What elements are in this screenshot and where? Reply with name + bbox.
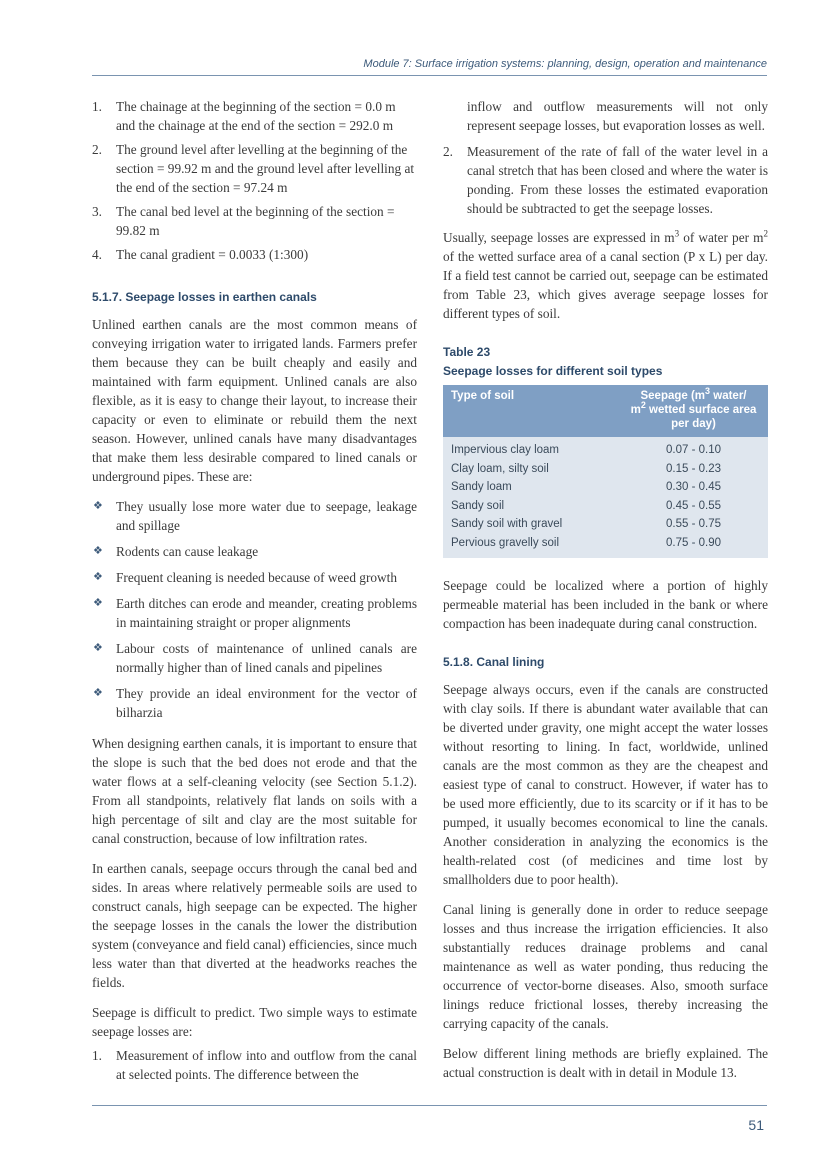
table-title: Seepage losses for different soil types <box>443 364 663 378</box>
table-row <box>443 460 768 479</box>
list-item <box>443 142 768 218</box>
paragraph: When designing earthen canals, it is important to ensure that the slope is such that the bed does not erode and that the water flows at a self-cleaning velocity (see Section 5.1.2). From all standpoints, relatively flat lands on soils with a high percentage of silt and clay are the most suitable for canal construction, because of low infiltration rates. <box>92 736 417 846</box>
list-item <box>92 542 417 561</box>
estimation-methods-list <box>92 1046 417 1084</box>
list-text: The canal bed level at the beginning of the section = 99.82 m <box>116 204 395 238</box>
list-item <box>443 97 768 135</box>
list-number: 1. <box>92 1048 102 1063</box>
cell-seepage: 0.15 - 0.23 <box>666 462 721 475</box>
list-item <box>92 639 417 677</box>
cell-soil: Clay loam, silty soil <box>451 462 549 475</box>
list-number: 3. <box>92 204 102 219</box>
list-item <box>92 202 417 240</box>
paragraph: Below different lining methods are briefly explained. The actual construction is dealt with in detail in Module 13. <box>443 1046 768 1080</box>
list-text: The canal gradient = 0.0033 (1:300) <box>116 247 309 262</box>
disadvantages-list <box>92 497 417 722</box>
right-column <box>443 97 768 1093</box>
section-heading-5-1-8: 5.1.8. Canal lining <box>443 655 545 669</box>
cell-soil: Sandy loam <box>451 481 512 493</box>
paragraph: Canal lining is generally done in order to reduce seepage losses and thus increase the irrigation efficiencies. It also substantially reduces drainage problems and canal maintenance as well as water ponding, thus reducing the occurrence of vector-borne diseases. Also, smooth surface linings reduce frictional losses, thereby increasing the carrying capacity of the canals. <box>443 902 768 1031</box>
cell-seepage: 0.55 - 0.75 <box>666 518 721 530</box>
cell-soil: Sandy soil with gravel <box>451 518 563 530</box>
cell-soil: Sandy soil <box>451 499 505 512</box>
list-text: Earth ditches can erode and meander, creating problems in maintaining straight or proper alignments <box>116 596 417 630</box>
list-item <box>92 684 417 722</box>
calculation-list <box>92 97 417 264</box>
list-item <box>92 97 417 135</box>
cell-seepage: 0.75 - 0.90 <box>666 536 721 549</box>
table-row <box>443 515 768 534</box>
paragraph: Unlined earthen canals are the most common means of conveying irrigation water to irrigated lands. Farmers prefer them because they can be built cheaply and easily and maintained with farm equipment. Unlined canals are also flexible, as it is easy to change their layout, to increase their capacity or even to eliminate or rebuild them the next season. However, unlined canals have many disadvantages that make them less desirable compared to lined canals or underground pipes. These are: <box>92 317 417 484</box>
section-heading-5-1-7: 5.1.7. Seepage losses in earthen canals <box>92 290 317 304</box>
list-item <box>92 568 417 587</box>
diamond-bullet-icon: ❖ <box>93 687 103 699</box>
list-text: Labour costs of maintenance of unlined canals are normally higher than of lined canals and pipelines <box>116 641 417 675</box>
list-text: Frequent cleaning is needed because of weed growth <box>116 570 397 585</box>
list-text: They usually lose more water due to seepage, leakage and spillage <box>116 499 417 533</box>
paragraph: Seepage is difficult to predict. Two simple ways to estimate seepage losses are: <box>92 1005 417 1039</box>
table-row <box>443 478 768 497</box>
footer-rule <box>92 1105 767 1106</box>
diamond-bullet-icon: ❖ <box>93 500 103 512</box>
list-item <box>92 594 417 632</box>
table-row <box>443 437 768 460</box>
list-text: The ground level after levelling at the beginning of the section = 99.92 m and the ground level after levelling at the end of the section = 97.24 m <box>116 142 415 195</box>
list-text: They provide an ideal environment for the vector of bilharzia <box>116 686 417 720</box>
table-header-row <box>443 385 768 437</box>
header-rule <box>92 75 767 76</box>
column-header-seepage: Seepage ($m^3$ water/ $m^2$ wetted surface area per day) <box>619 385 768 437</box>
list-item <box>92 497 417 535</box>
list-text: Measurement of inflow into and outflow from the canal at selected points. The difference between the <box>116 1048 417 1082</box>
list-number: 4. <box>92 247 102 262</box>
cell-seepage: 0.07 - 0.10 <box>666 444 721 456</box>
left-column <box>92 97 417 1089</box>
list-item <box>92 1046 417 1084</box>
running-header: Module 7: Surface irrigation systems: planning, design, operation and maintenance <box>363 58 767 70</box>
table-row <box>443 497 768 516</box>
diamond-bullet-icon: ❖ <box>93 597 103 609</box>
estimation-methods-list-continued <box>443 97 768 218</box>
table-label: Table 23 <box>443 345 491 359</box>
cell-seepage: 0.45 - 0.55 <box>666 499 721 512</box>
diamond-bullet-icon: ❖ <box>93 642 103 654</box>
paragraph: In earthen canals, seepage occurs through the canal bed and sides. In areas where relatively permeable soils are used to construct canals, high seepage can be expected. The higher the seepage losses in the canals the lower the distribution system (conveyance and field canal) efficiencies, since much less water than that diverted at the headworks reaches the fields. <box>92 861 417 990</box>
page-number: 51 <box>748 1117 764 1133</box>
list-text: Measurement of the rate of fall of the water level in a canal stretch that has been closed and where the water is ponding. From these losses the estimated evaporation should be subtracted to get the seepage losses. <box>467 144 768 216</box>
paragraph: Seepage could be localized where a portion of highly permeable material has been included in the bank or where compaction has been inadequate during canal construction. <box>443 578 768 631</box>
column-header-soil: Type of soil <box>443 385 619 437</box>
seepage-table <box>443 385 768 558</box>
list-number: 2. <box>92 142 102 157</box>
paragraph: Usually, seepage losses are expressed in $m^3$ of water per $m^2$ of the wetted surface area of a canal section (P x L) per day. If a field test cannot be carried out, seepage can be estimated from Table 23, which gives average seepage losses for different types of soil. <box>443 228 768 321</box>
list-item <box>92 140 417 197</box>
paragraph: Seepage always occurs, even if the canals are constructed with clay soils. If there is abundant water available that can be diverted under gravity, one might accept the water losses without resorting to lining. In fact, worldwide, unlined canals are the most common as they are the cheapest and easiest type of canal to construct. However, if water has to be used more efficiently, due to its scarcity or if it has to be pumped, it usually becomes economical to line the canals. Another consideration in analyzing the economics is the health-related cost (of medicines and time lost by smallholders due to poor health). <box>443 682 768 887</box>
list-number: 2. <box>443 144 453 159</box>
diamond-bullet-icon: ❖ <box>93 571 103 583</box>
list-item <box>92 245 417 264</box>
table-row <box>443 534 768 559</box>
list-text: The chainage at the beginning of the section = 0.0 m and the chainage at the end of the section = 292.0 m <box>116 99 396 133</box>
list-text: Rodents can cause leakage <box>116 544 259 559</box>
cell-seepage: 0.30 - 0.45 <box>666 481 721 493</box>
list-text: inflow and outflow measurements will not only represent seepage losses, but evaporation losses as well. <box>467 99 768 133</box>
cell-soil: Impervious clay loam <box>451 444 560 456</box>
cell-soil: Pervious gravelly soil <box>451 536 560 549</box>
diamond-bullet-icon: ❖ <box>93 545 103 557</box>
list-number: 1. <box>92 99 102 114</box>
